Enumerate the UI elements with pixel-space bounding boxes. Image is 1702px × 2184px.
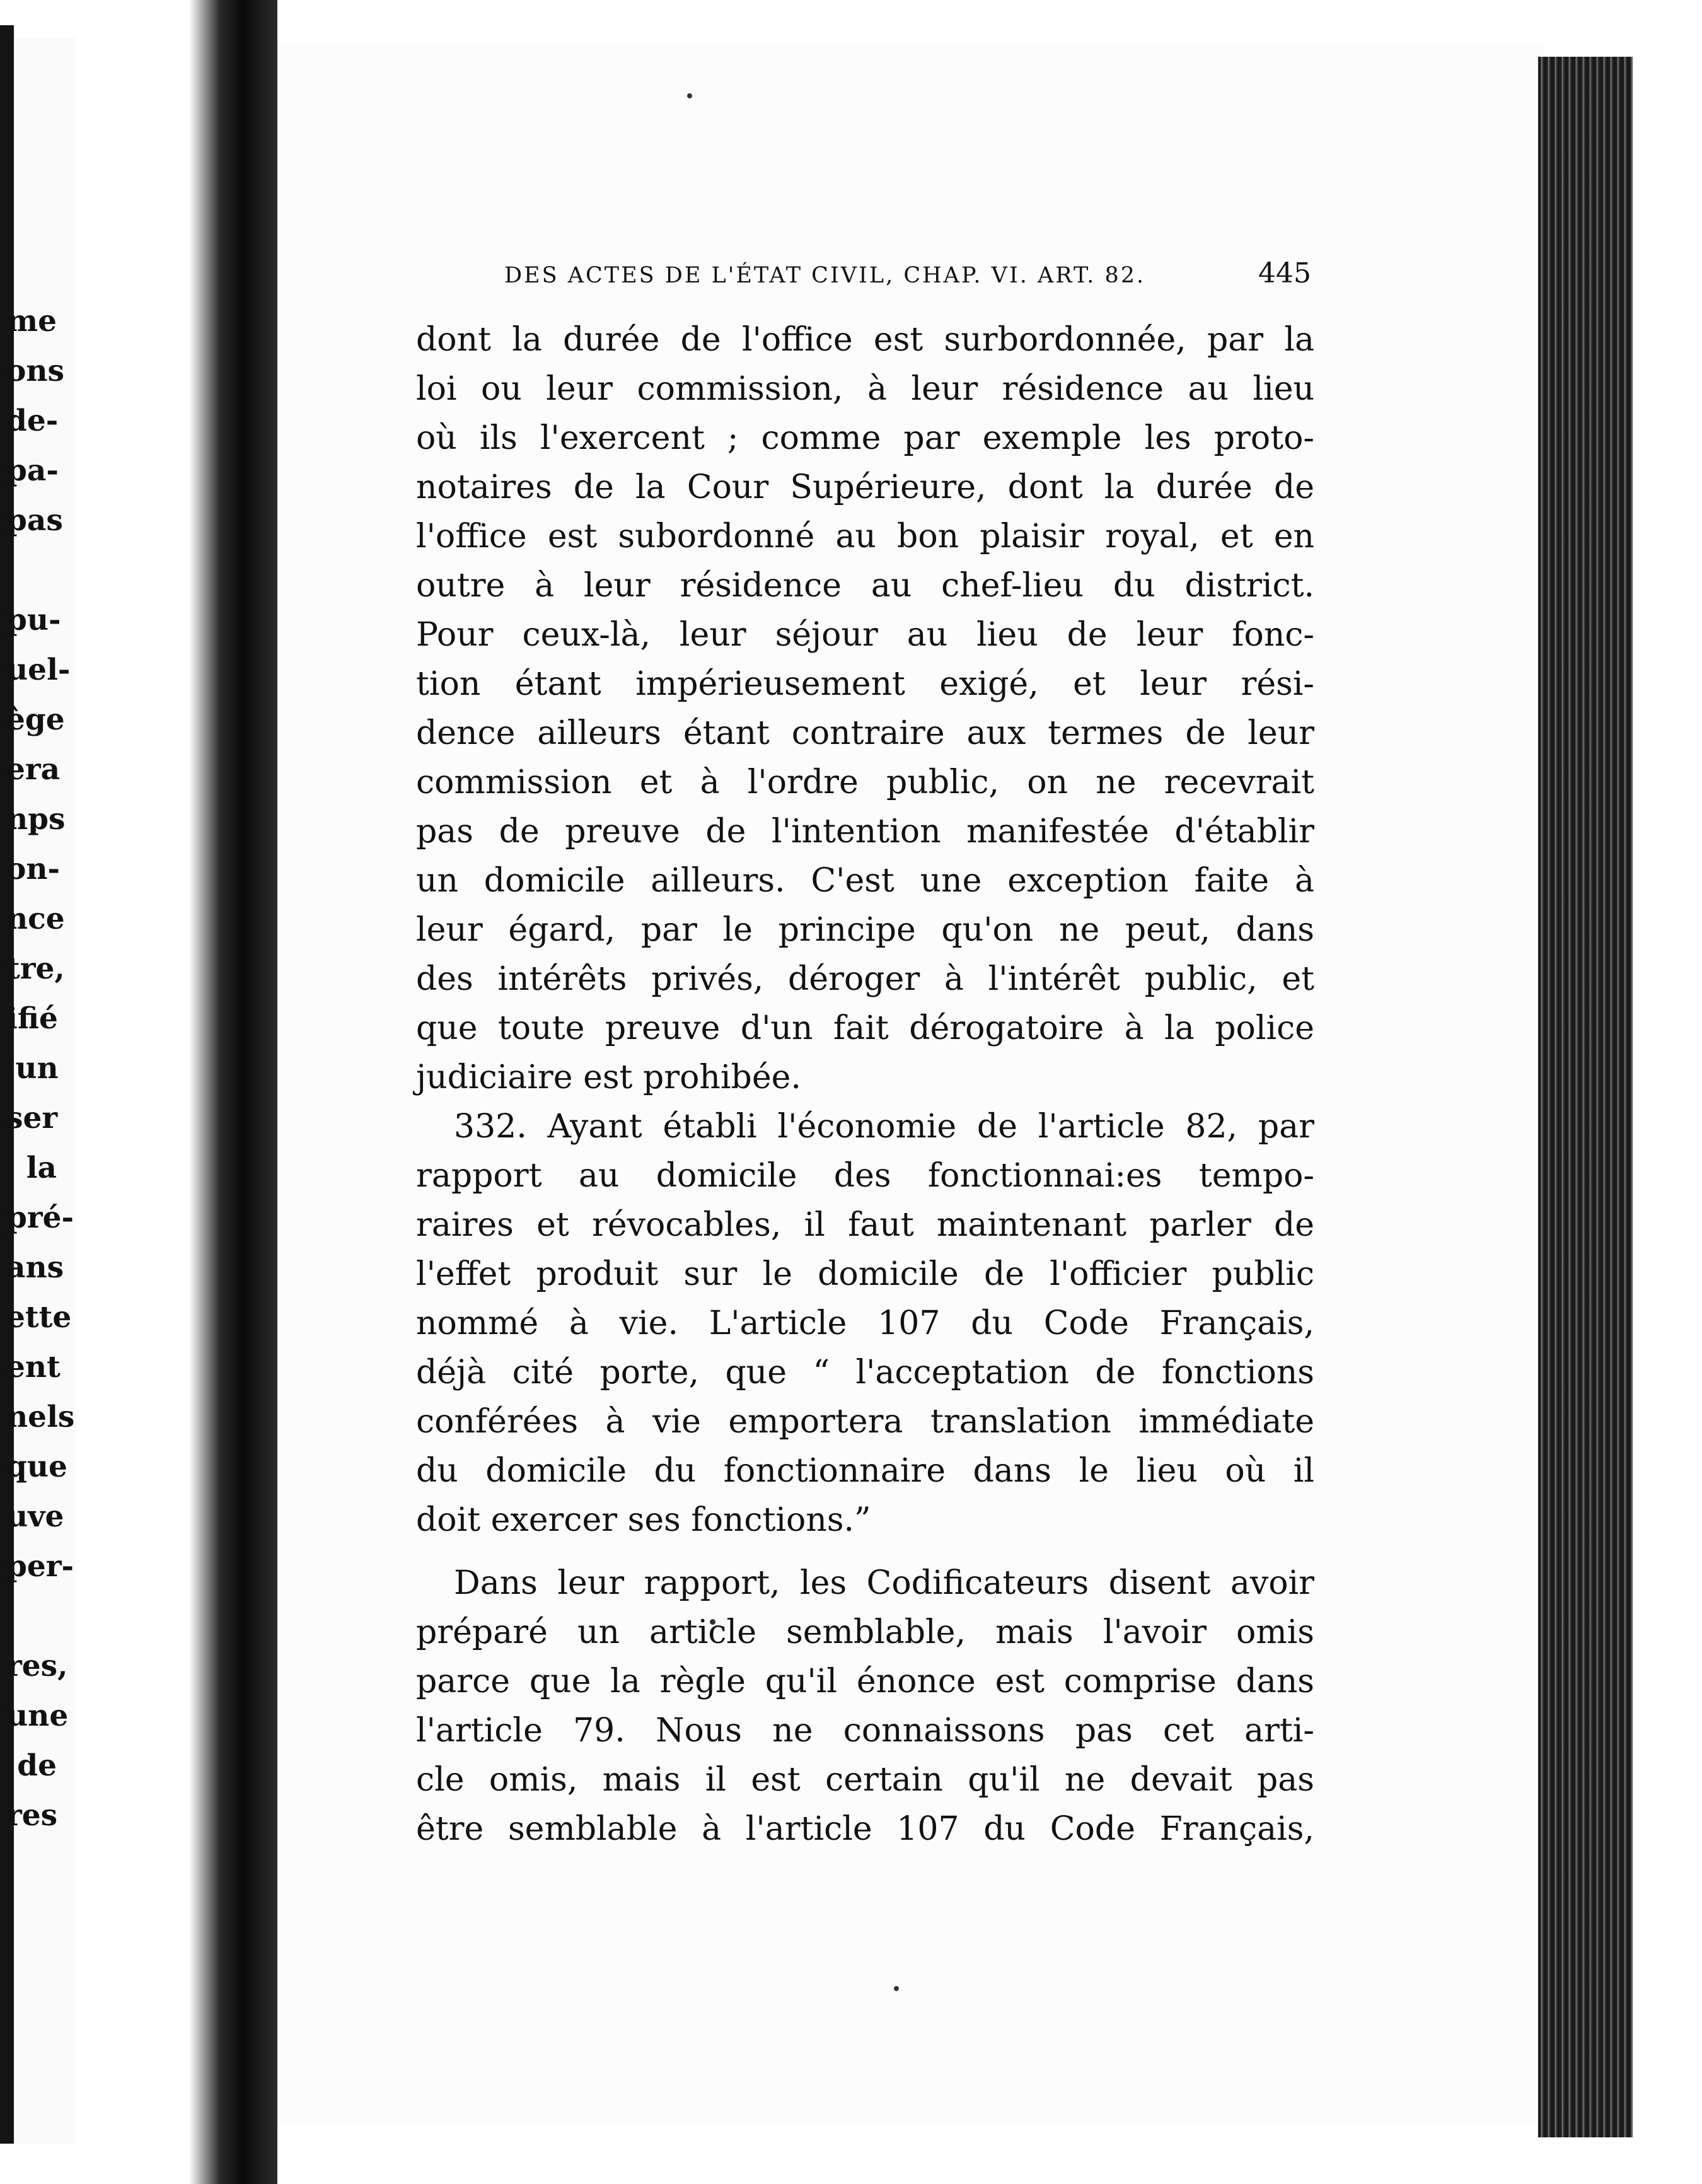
left-fragment: res: [6, 1798, 58, 1833]
left-fragment: de-: [6, 404, 59, 438]
left-fragment: me: [6, 304, 57, 339]
text-line: commission et à l'ordre public, on ne recevrait: [416, 764, 1314, 801]
paragraph: [416, 315, 1314, 1102]
body-text: [416, 315, 1314, 1854]
left-fragment: la: [26, 1151, 57, 1185]
left-fragment: uel-: [6, 653, 71, 687]
left-fragment: pa-: [6, 453, 59, 488]
text-line: raires et révocables, il faut maintenant parler de: [416, 1206, 1314, 1244]
left-fragment: ège: [6, 702, 65, 737]
text-line: doit exercer ses fonctions.”: [416, 1501, 871, 1539]
text-line: être semblable à l'article 107 du Code Français,: [416, 1810, 1314, 1848]
text-line: parce que la règle qu'il énonce est comprise dans: [416, 1663, 1314, 1700]
text-line: 332. Ayant établi l'économie de l'article 82, par: [454, 1108, 1314, 1146]
page-block-edge: [1538, 57, 1633, 2137]
left-fragment: uve: [6, 1499, 64, 1534]
left-fragment: on-: [6, 852, 61, 886]
text-line: dont la durée de l'office est surbordonnée, par la: [416, 321, 1314, 359]
text-line: pas de preuve de l'intention manifestée d'établir: [416, 813, 1314, 851]
left-fragment: [6, 1591, 57, 1641]
left-fragment: pré-: [6, 1200, 74, 1235]
left-fragment: ons: [6, 354, 64, 388]
text-line: préparé un article semblable, mais l'avoir omis: [416, 1613, 1314, 1651]
left-fragment: que: [6, 1449, 67, 1484]
text-line: Dans leur rapport, les Codificateurs disent avoir: [454, 1564, 1314, 1602]
text-line: où ils l'exercent ; comme par exemple les proto-: [416, 419, 1314, 457]
left-fragment: ans: [6, 1250, 64, 1285]
text-line: loi ou leur commission, à leur résidence au lieu: [416, 370, 1314, 408]
text-line: tion étant impérieusement exigé, et leur rési-: [416, 665, 1314, 703]
left-fragment: ser: [6, 1101, 58, 1136]
left-fragment: tre,: [6, 951, 65, 986]
text-line: nommé à vie. L'article 107 du Code Français,: [416, 1304, 1314, 1342]
text-line: l'article 79. Nous ne connaissons pas cet arti-: [416, 1712, 1314, 1750]
book-gutter: [189, 0, 277, 2184]
text-line: dence ailleurs étant contraire aux termes de leur: [416, 714, 1314, 752]
left-fragment: pu-: [6, 603, 61, 637]
left-fragment: nels: [6, 1400, 75, 1434]
text-line: du domicile du fonctionnaire dans le lieu où il: [416, 1452, 1314, 1490]
page-number: 445: [1258, 257, 1311, 289]
left-page-text-fragments: [6, 296, 75, 1840]
text-line: l'office est subordonné au bon plaisir royal, et en: [416, 518, 1314, 555]
left-fragment: nps: [6, 802, 66, 837]
text-line: leur égard, par le principe qu'on ne peut, dans: [416, 911, 1314, 949]
text-line: notaires de la Cour Supérieure, dont la durée de: [416, 468, 1314, 506]
left-fragment: de: [17, 1748, 57, 1783]
left-fragment: res,: [6, 1649, 68, 1683]
left-fragment: ent: [6, 1350, 61, 1385]
left-fragment: pas: [6, 503, 63, 538]
text-line: que toute preuve d'un fait dérogatoire à la police: [416, 1009, 1314, 1047]
left-fragment: une: [6, 1699, 69, 1733]
running-head: DES ACTES DE L'ÉTAT CIVIL, CHAP. VI. ART. 82.: [504, 263, 1146, 288]
left-fragment: ifié: [6, 1001, 58, 1036]
text-line: cle omis, mais il est certain qu'il ne devait pas: [416, 1761, 1314, 1799]
text-line: des intérêts privés, déroger à l'intérêt public, et: [416, 960, 1314, 998]
text-line: déjà cité porte, que “ l'acceptation de fonctions: [416, 1354, 1314, 1391]
left-fragment: era: [6, 752, 61, 787]
speck: [894, 1986, 899, 1991]
left-fragment: [6, 545, 57, 595]
text-line: judiciaire est prohibée.: [416, 1059, 801, 1096]
left-fragment: ette: [6, 1300, 72, 1335]
text-line: l'effet produit sur le domicile de l'officier public: [416, 1255, 1314, 1293]
left-fragment: per-: [6, 1549, 74, 1584]
text-line: Pour ceux-là, leur séjour au lieu de leur fonc-: [416, 616, 1314, 654]
page-header: [504, 257, 1311, 301]
paragraph: [416, 1559, 1314, 1854]
paragraph: [416, 1102, 1314, 1545]
text-line: rapport au domicile des fonctionnai:es tempo-: [416, 1157, 1314, 1195]
speck: [687, 93, 692, 98]
text-line: conférées à vie emportera translation immédiate: [416, 1403, 1314, 1441]
left-fragment: nce: [6, 902, 65, 936]
left-fragment: 'un: [6, 1051, 59, 1086]
text-line: outre à leur résidence au chef-lieu du district.: [416, 567, 1314, 605]
text-line: un domicile ailleurs. C'est une exception faite à: [416, 862, 1314, 900]
